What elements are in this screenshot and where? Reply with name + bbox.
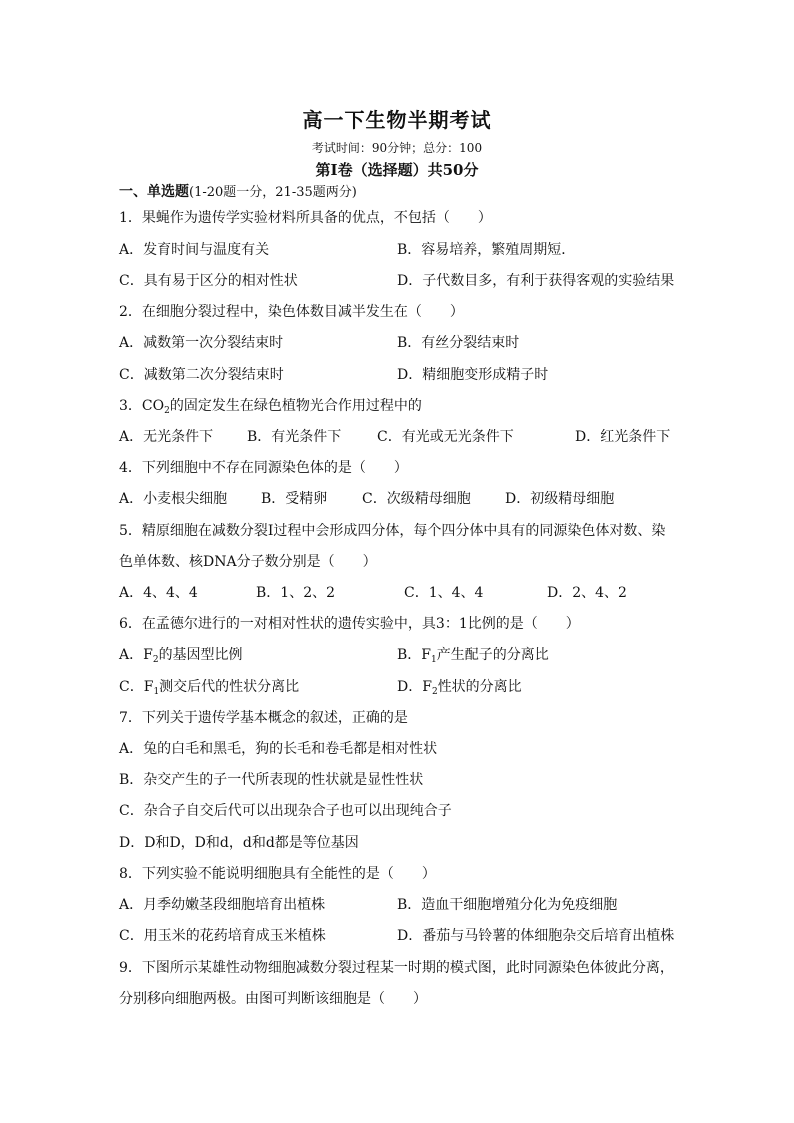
- question-6-option-d-text: 性状的分离比: [437, 679, 522, 695]
- question-8-option-d: D．番茄与马铃薯的体细胞杂交后培育出植株: [397, 928, 675, 944]
- question-3-option-a: A．无光条件下: [119, 429, 214, 445]
- question-4-option-d: D．初级精母细胞: [505, 491, 615, 507]
- question-8-option-c: C．用玉米的花药培育成玉米植株: [119, 928, 326, 944]
- question-1-option-c: C．具有易于区分的相对性状: [119, 273, 298, 289]
- question-1-option-d: D．子代数目多，有利于获得客观的实验结果: [397, 273, 675, 289]
- question-7-option-c: C．杂合子自交后代可以出现杂合子也可以出现纯合子: [119, 803, 452, 819]
- question-7-option-a: A．兔的白毛和黑毛，狗的长毛和卷毛都是相对性状: [119, 741, 438, 757]
- exam-info: 考试时间：90分钟；总分：100: [311, 141, 483, 155]
- question-4-option-a: A．小麦根尖细胞: [119, 491, 228, 507]
- question-6-option-a: [119, 644, 243, 664]
- question-6-option-b-text: 产生配子的分离比: [436, 647, 549, 663]
- volume-heading: 第Ⅰ卷（选择题）共50分: [315, 161, 479, 179]
- question-6-option-a-prefix: A．F: [119, 647, 153, 663]
- question-6-option-d: [397, 676, 522, 696]
- question-6-option-d-prefix: D．F: [397, 679, 432, 695]
- question-3-stem: [119, 395, 422, 415]
- question-6-option-b-prefix: B．F: [397, 647, 432, 663]
- question-4-option-c: C．次级精母细胞: [362, 491, 471, 507]
- question-8-stem: 8．下列实验不能说明细胞具有全能性的是（ ）: [119, 866, 436, 882]
- question-8-option-a: A．月季幼嫩茎段细胞培育出植株: [119, 897, 326, 913]
- question-9-stem-line-2: 分别移向细胞两极。由图可判断该细胞是（ ）: [119, 991, 427, 1007]
- question-1-stem: 1．果蝇作为遗传学实验材料所具备的优点，不包括（ ）: [119, 210, 492, 226]
- question-4-option-b: B．受精卵: [261, 491, 328, 507]
- question-6-option-a-subscript: 2: [152, 655, 159, 665]
- question-2-option-a: A．减数第一次分裂结束时: [119, 335, 284, 351]
- question-3-option-b: B．有光条件下: [247, 429, 342, 445]
- question-4-stem: 4．下列细胞中不存在同源染色体的是（ ）: [119, 460, 408, 476]
- question-2-option-b: B．有丝分裂结束时: [397, 335, 520, 351]
- section-title: 一、单选题: [119, 184, 189, 200]
- question-3-option-d: D．红光条件下: [575, 429, 671, 445]
- question-6-option-c-prefix: C．F: [119, 679, 154, 695]
- question-5-stem-line-1: 5．精原细胞在减数分裂Ⅰ过程中会形成四分体，每个四分体中具有的同源染色体对数、染: [119, 523, 666, 539]
- question-2-option-d: D．精细胞变形成精子时: [397, 367, 549, 383]
- question-2-stem: 2．在细胞分裂过程中，染色体数目减半发生在（ ）: [119, 304, 464, 320]
- section-note: (1-20题一分，21-35题两分): [189, 185, 357, 200]
- question-5-stem-line-2: 色单体数、核DNA分子数分别是（ ）: [119, 554, 377, 570]
- question-5-option-d: D．2、4、2: [547, 585, 627, 601]
- question-6-option-b-subscript: 1: [431, 655, 437, 665]
- section-heading: [119, 181, 357, 201]
- question-3-number: 3．CO: [119, 398, 165, 414]
- question-7-stem: 7．下列关于遗传学基本概念的叙述，正确的是: [119, 710, 408, 726]
- question-5-option-a: A．4、4、4: [119, 585, 198, 601]
- question-6-option-c-subscript: 1: [153, 687, 160, 697]
- question-9-stem-line-1: 9．下图所示某雄性动物细胞减数分裂过程某一时期的模式图，此时同源染色体彼此分离，: [119, 960, 674, 976]
- question-5-option-b: B．1、2、2: [256, 585, 336, 601]
- question-2-option-c: C．减数第二次分裂结束时: [119, 367, 284, 383]
- question-6-stem: 6．在孟德尔进行的一对相对性状的遗传实验中，具3：1比例的是（ ）: [119, 616, 580, 632]
- question-6-option-a-text: 的基因型比例: [158, 647, 243, 663]
- question-7-option-d: D．D和D，D和d，d和d都是等位基因: [119, 835, 359, 851]
- question-8-option-b: B．造血干细胞增殖分化为免疫细胞: [397, 897, 618, 913]
- question-6-option-c: [119, 676, 299, 696]
- exam-title: 高一下生物半期考试: [302, 108, 492, 132]
- question-7-option-b: B．杂交产生的子一代所表现的性状就是显性性状: [119, 772, 424, 788]
- question-3-option-c: C．有光或无光条件下: [377, 429, 514, 445]
- question-6-option-c-text: 测交后代的性状分离比: [159, 679, 300, 695]
- question-3-text: 的固定发生在绿色植物光合作用过程中的: [169, 398, 422, 414]
- question-5-option-c: C．1、4、4: [404, 585, 484, 601]
- question-6-option-b: [397, 644, 549, 664]
- question-1-option-a: A．发育时间与温度有关: [119, 242, 270, 258]
- question-3-subscript: 2: [164, 406, 170, 416]
- question-1-option-b: B．容易培养，繁殖周期短．: [397, 242, 576, 258]
- question-6-option-d-subscript: 2: [431, 687, 438, 697]
